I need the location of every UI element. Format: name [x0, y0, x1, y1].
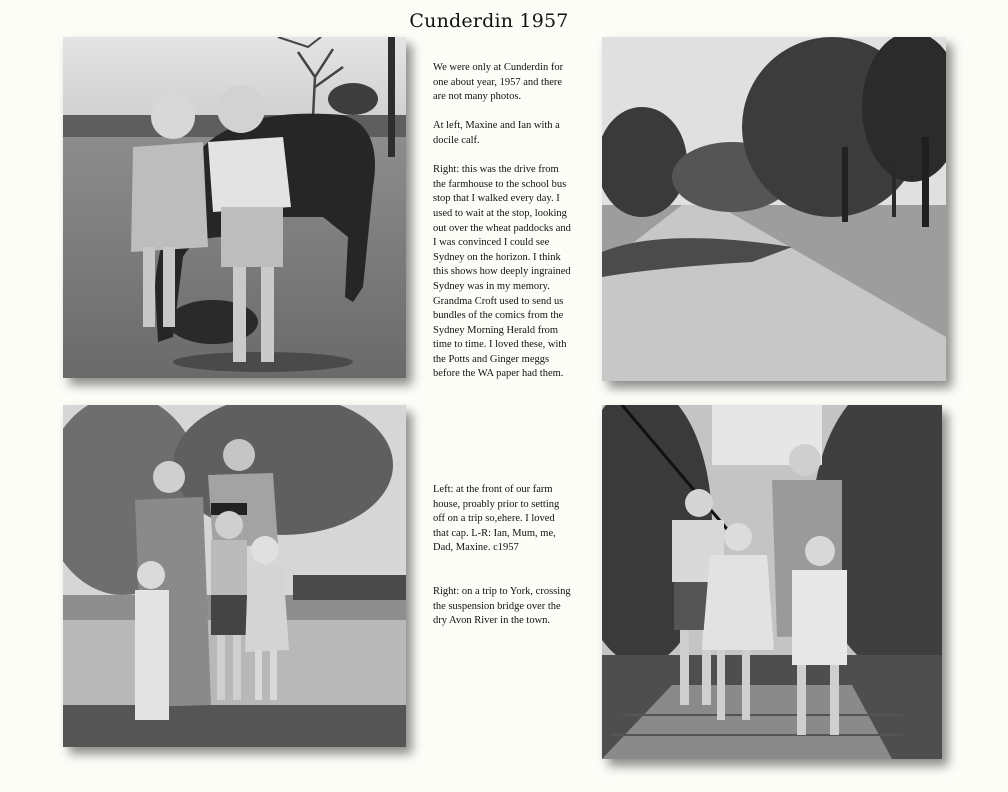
caption-farmhouse: Left: at the front of our farm house, proably prior to setting off on a trip so,ehere. I loved that cap. L-R: Ian, Mum, me, Dad, Maxine. c1957: [433, 484, 560, 554]
caption-bridge: Right: on a trip to York, crossing the suspension bridge over the dry Avon River in the town.: [433, 585, 571, 627]
photo-family-farmhouse: [63, 405, 406, 747]
caption-calf: At left, Maxine and Ian with a docile calf.: [433, 120, 560, 146]
caption-column-lower: [433, 483, 573, 643]
photo-children-with-calf: [63, 37, 406, 378]
photo-farm-drive: [602, 37, 946, 381]
caption-intro: We were only at Cunderdin for one about year, 1957 and there are not many photos.: [433, 62, 564, 103]
photo-suspension-bridge: [602, 405, 942, 759]
page-title: Cunderdin 1957: [409, 10, 569, 32]
caption-drive: Right: this was the drive from the farmhouse to the school bus stop that I walked every day. I used to wait at the stop, looking out over the wheat paddocks and I was convinced I could see Sydney on the horizon. I think this shows how deeply ingrained Sydney was in my memory. Grandma Croft used to send us bundles of the comics from the Sydney Morning Herald from time to time. I loved these, with the Potts and Ginger meggs before the WA paper had them.: [433, 164, 571, 380]
caption-column: [433, 61, 573, 397]
